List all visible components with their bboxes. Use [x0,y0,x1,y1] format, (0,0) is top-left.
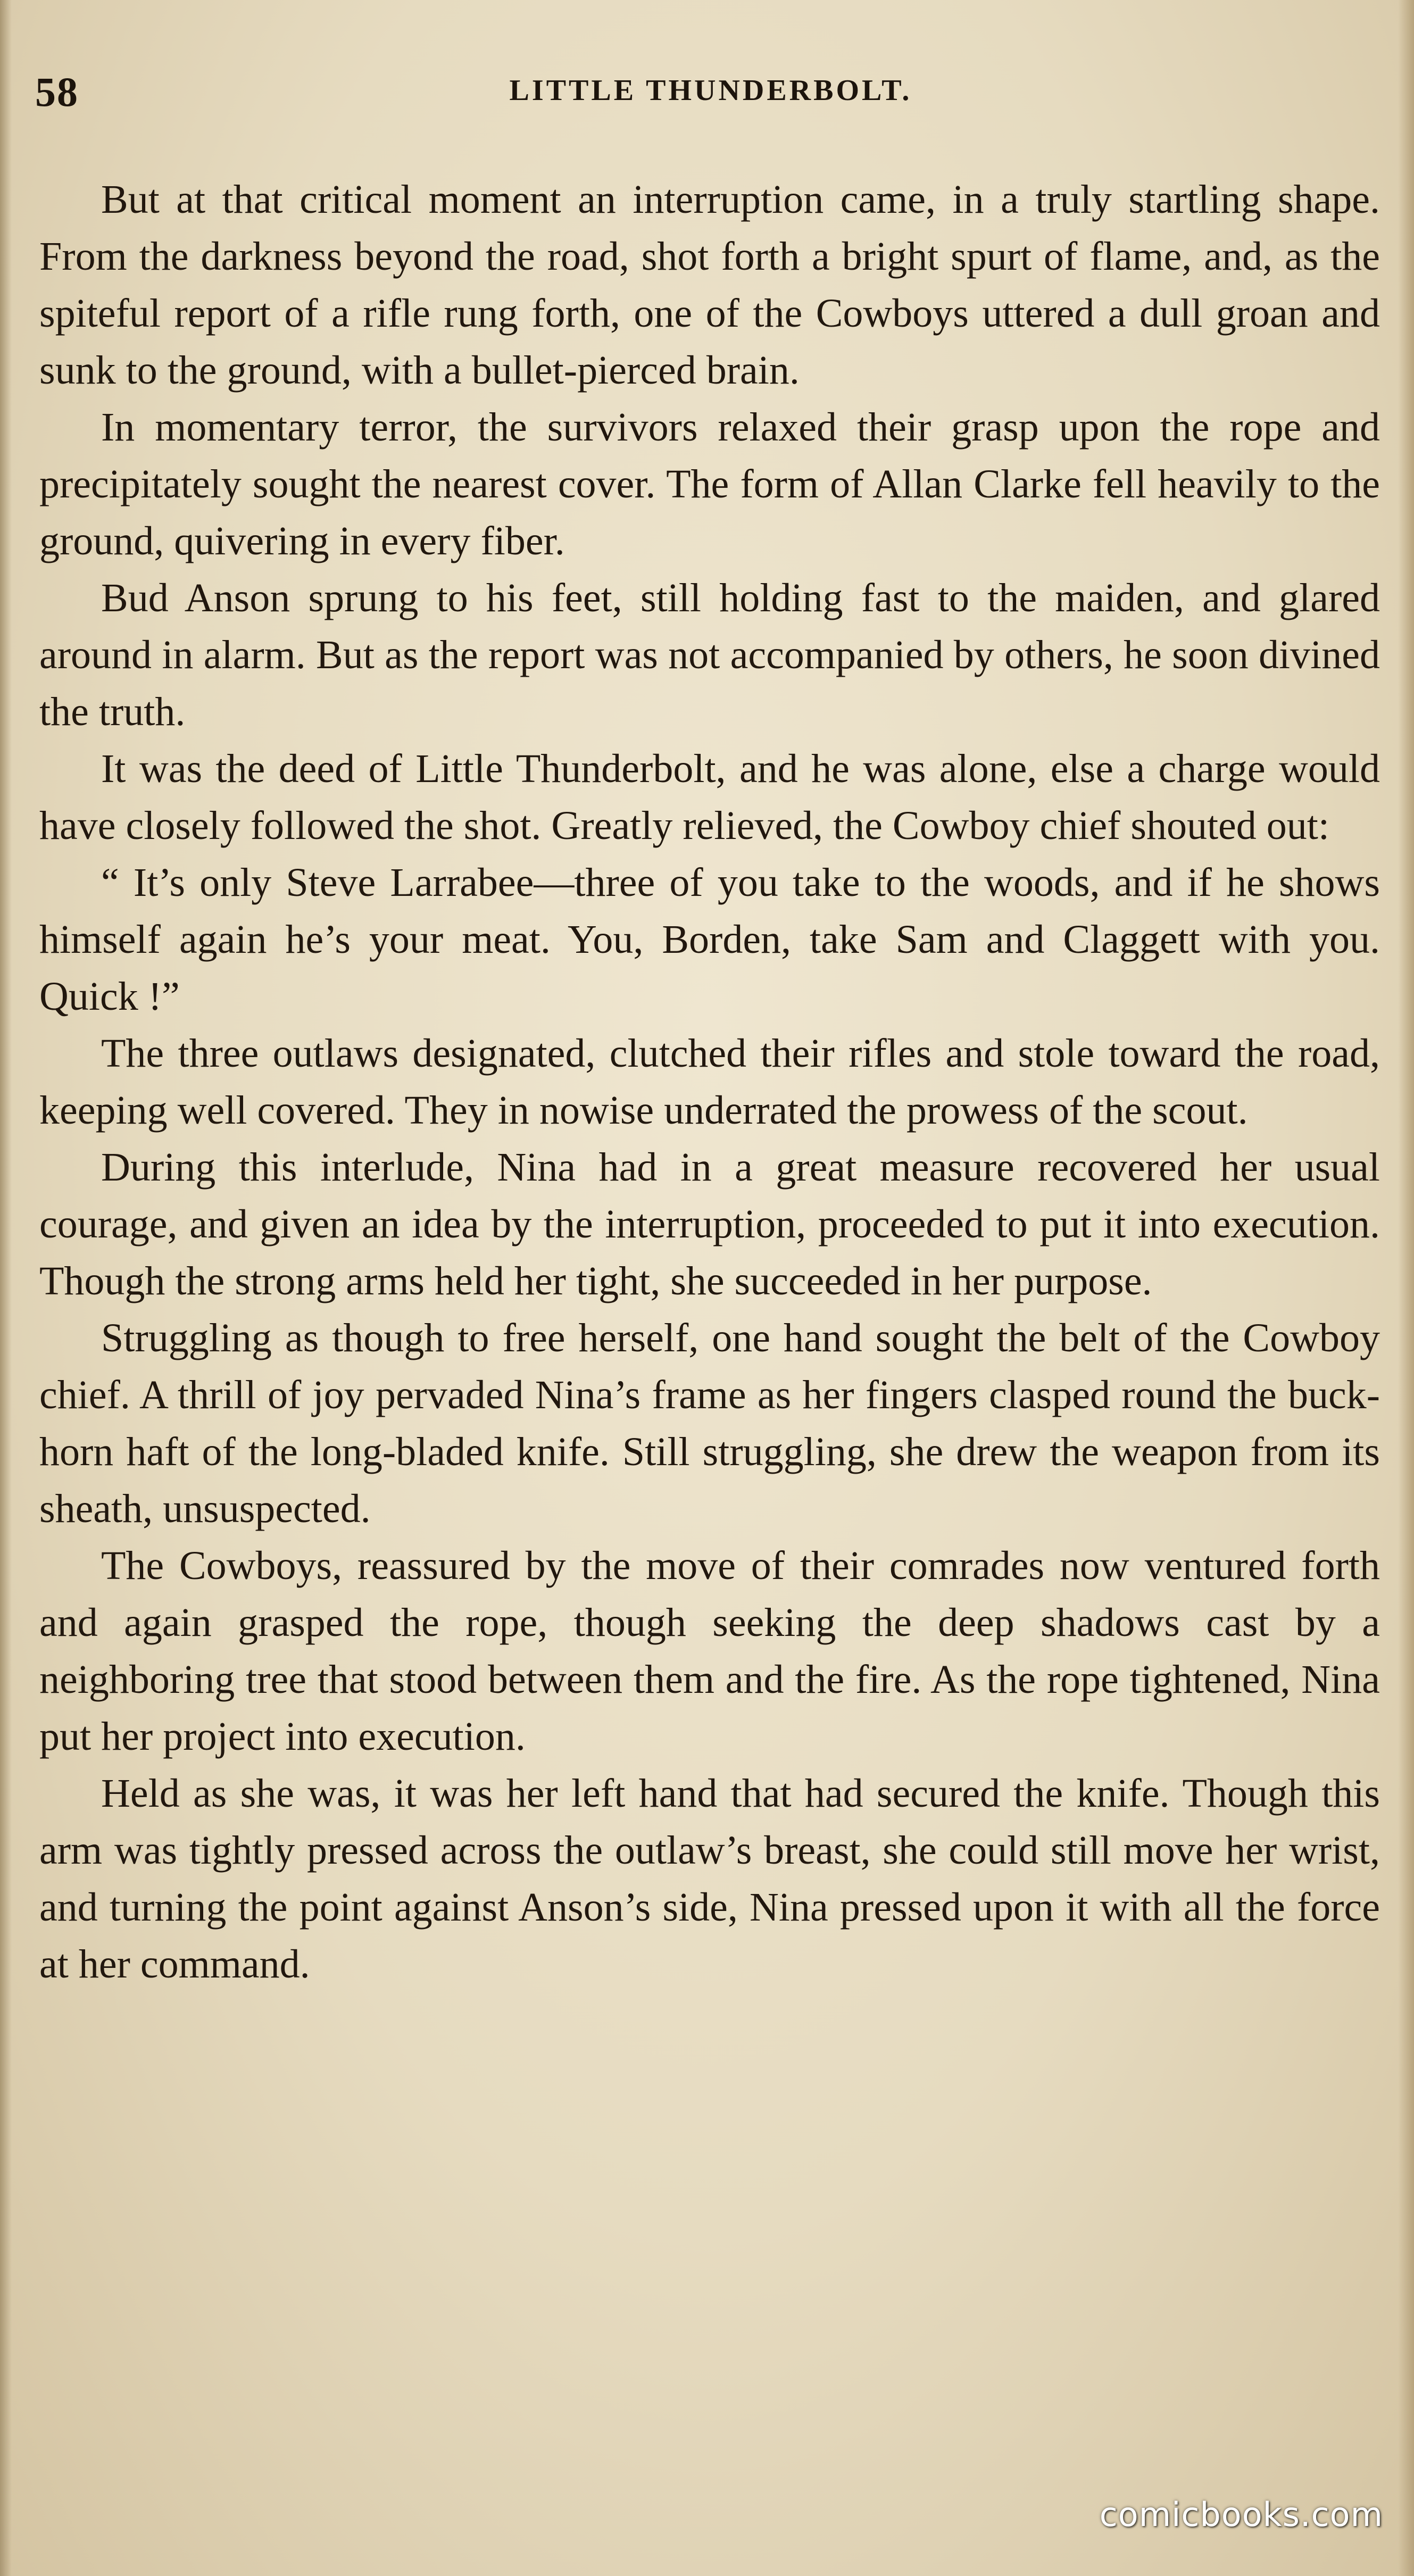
paragraph: The Cowboys, reassured by the move of their comrades now ventured forth and again grasped the rope, though seeking the deep shadows cast by a neighboring tree that stood between them and the fire. As the rope tightened, Nina put her project into execution. [39,1543,1380,1759]
paragraph: In momentary terror, the survivors relaxed their grasp upon the rope and precipitately sought the nearest cover. The form of Allan Clarke fell heavily to the ground, quivering in every fiber. [39,405,1380,563]
paragraph: Held as she was, it was her left hand that had secured the knife. Though this arm was tightly pressed across the outlaw’s breast, she could still move her wrist, and turning the point against Anson’s side, Nina pressed upon it with all the force at her command. [39,1771,1380,1987]
page-edge-shadow-left [0,0,12,2576]
running-title: LITTLE THUNDERBOLT. [509,74,912,107]
paragraph: Bud Anson sprung to his feet, still holding fast to the maiden, and glared around in alarm. But as the report was not accompanied by others, he soon divined the truth. [39,576,1380,734]
body-text [39,171,1380,1993]
page-edge-shadow-right [1398,0,1414,2576]
paragraph: But at that critical moment an interruption came, in a truly startling shape. From the darkness beyond the road, shot forth a bright spurt of flame, and, as the spiteful report of a rifle rung forth, one of the Cowboys uttered a dull groan and sunk to the ground, with a bullet-pierced brain. [39,177,1380,393]
paragraph: It was the deed of Little Thunderbolt, and he was alone, else a charge would have closely followed the shot. Greatly relieved, the Cowboy chief shouted out: [39,746,1380,848]
page-number: 58 [35,69,79,115]
paragraph: The three outlaws designated, clutched their rifles and stole toward the road, keeping well covered. They in nowise underrated the prowess of the scout. [39,1031,1380,1133]
watermark: comicbooks.com [1099,2495,1383,2534]
paragraph: Struggling as though to free herself, one hand sought the belt of the Cowboy chief. A thrill of joy pervaded Nina’s frame as her fingers clasped round the buck-horn haft of the long-bladed knife. Still struggling, she drew the weapon from its sheath, unsuspected. [39,1316,1380,1531]
page-header [35,68,1386,116]
paragraph: “ It’s only Steve Larrabee—three of you take to the woods, and if he shows himself again he’s your meat. You, Borden, take Sam and Claggett with you. Quick !” [39,860,1380,1019]
paragraph: During this interlude, Nina had in a great measure recovered her usual courage, and given an idea by the interruption, proceeded to put it into execution. Though the strong arms held her tight, she succeeded in her purpose. [39,1145,1380,1303]
